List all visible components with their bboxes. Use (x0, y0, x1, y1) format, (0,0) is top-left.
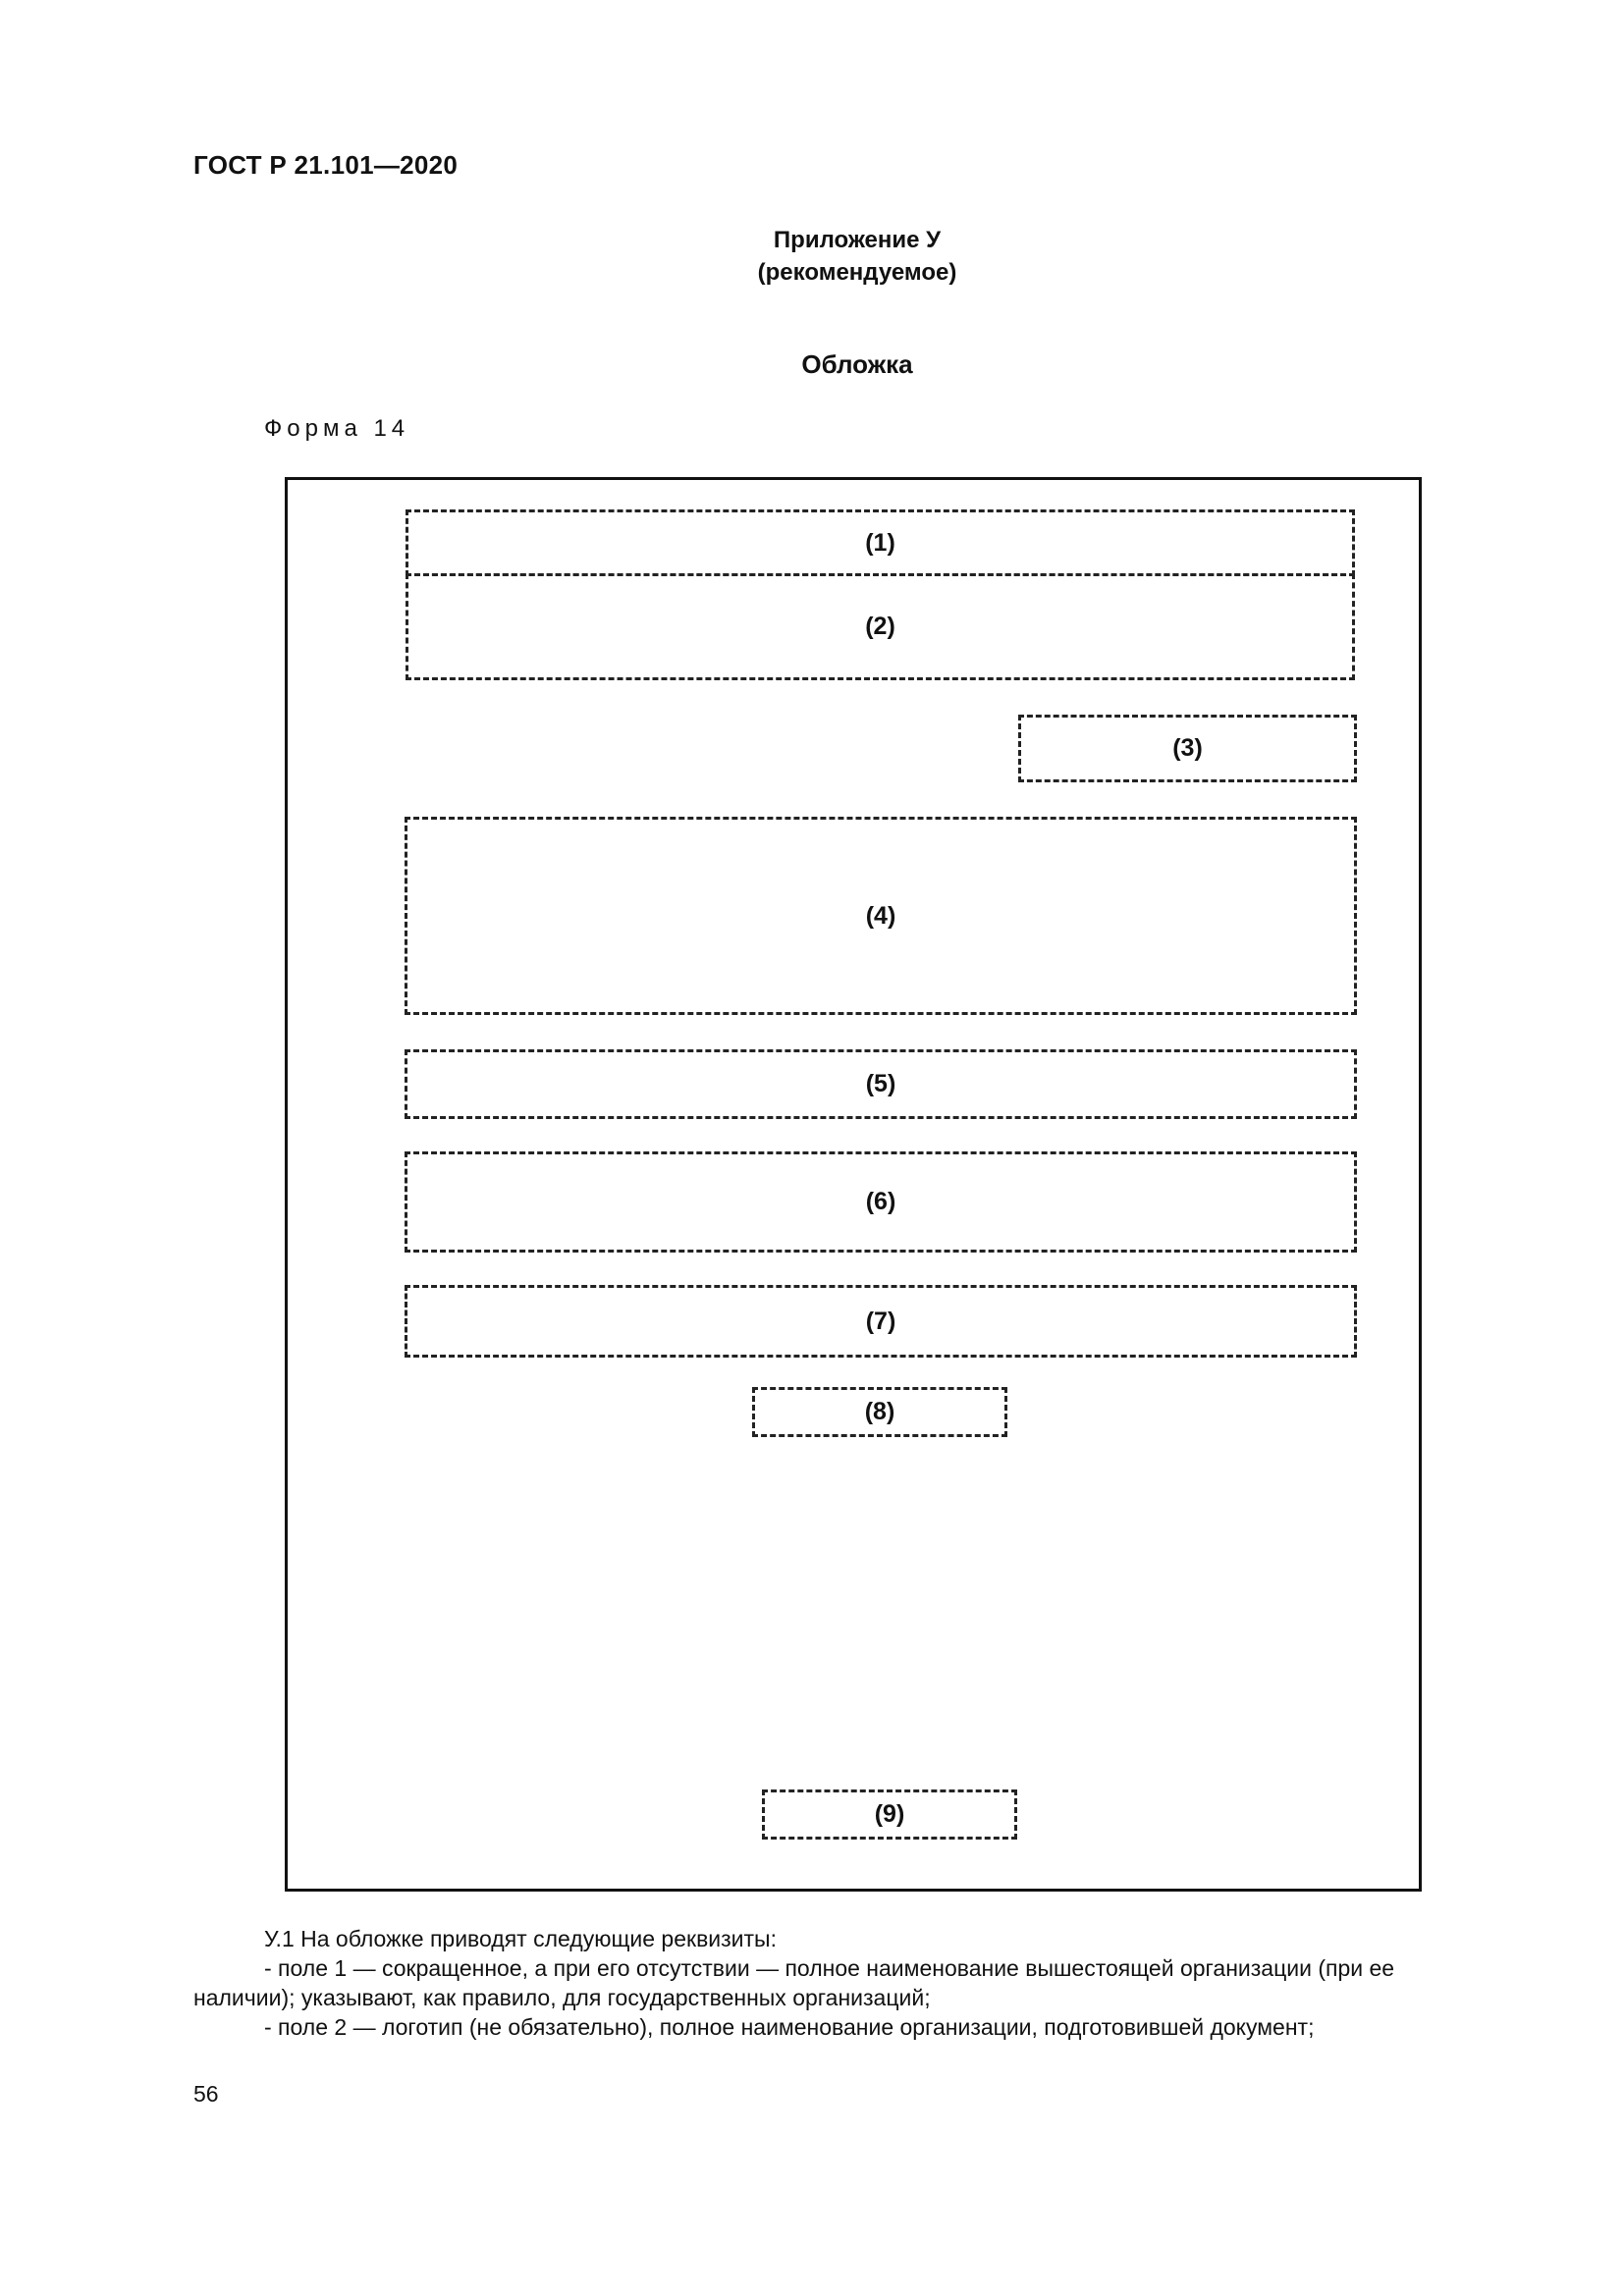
cover-form-frame (285, 477, 1422, 1892)
form-field-3: (3) (1018, 715, 1357, 782)
requisite-field-2: - поле 2 — логотип (не обязательно), полное наименование организации, подготовившей документ; (264, 2014, 1315, 2040)
form-field-1: (1) (406, 509, 1355, 576)
form-field-5: (5) (405, 1049, 1357, 1119)
requisite-field-1-continued: наличии); указывают, как правило, для государственных организаций; (193, 1985, 931, 2010)
standard-code: ГОСТ Р 21.101—2020 (193, 150, 459, 180)
form-field-8: (8) (752, 1387, 1007, 1437)
section-title: Обложка (801, 349, 913, 379)
form-field-2: (2) (406, 573, 1355, 680)
form-field-4: (4) (405, 817, 1357, 1015)
form-field-7: (7) (405, 1285, 1357, 1358)
page-number: 56 (193, 2081, 219, 2107)
annex-subtitle: (рекомендуемое) (757, 259, 957, 286)
form-field-9: (9) (762, 1789, 1017, 1840)
form-label: Форма 14 (264, 415, 410, 442)
requisite-field-1: - поле 1 — сокращенное, а при его отсутствии — полное наименование вышестоящей организации (при ее (264, 1955, 1395, 1981)
requisites-intro: У.1 На обложке приводят следующие реквизиты: (264, 1926, 777, 1951)
form-field-6: (6) (405, 1151, 1357, 1253)
annex-title: Приложение У (773, 227, 942, 253)
